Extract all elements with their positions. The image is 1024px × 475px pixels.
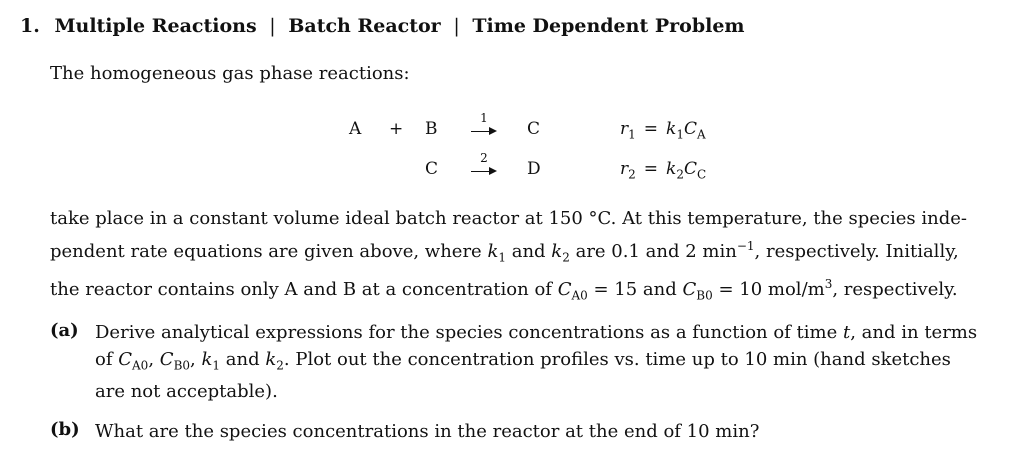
reaction2-arrow-label: 2	[480, 151, 488, 165]
heading-separator: |	[269, 15, 276, 37]
arrow-shaft	[471, 131, 491, 132]
reaction1-arrow-label: 1	[480, 111, 488, 125]
question-line: of $C_{A0}$, $C_{B0}$, $k_1$ and $k_2$. Plot out the concentration profiles vs. time up to 10 min (hand sketches	[95, 348, 951, 373]
arrow-head-icon	[489, 127, 497, 135]
heading-topic-multiple-reactions: Multiple Reactions	[54, 15, 257, 37]
arrow-head-icon	[489, 167, 497, 175]
question-a-label: (a)	[50, 320, 79, 341]
reaction1-plus: +	[389, 119, 404, 139]
statement-line: the reactor contains only A and B at a concentration of $C_{A0} = 15$ and $C_{B0} = 10$ mol/$m^3$, respectively.	[50, 276, 958, 303]
question-line: Derive analytical expressions for the species concentrations as a function of time t, and in terms	[95, 322, 978, 343]
arrow-shaft	[471, 171, 491, 172]
question-b-label: (b)	[50, 419, 80, 440]
reaction2-arrow	[471, 151, 497, 181]
intro-text: The homogeneous gas phase reactions:	[50, 63, 410, 84]
problem-statement	[50, 206, 990, 309]
heading-topic-time-dependent: Time Dependent Problem	[472, 15, 745, 37]
heading-topic-batch-reactor: Batch Reactor	[288, 15, 441, 37]
statement-line: take place in a constant volume ideal batch reactor at 150 °C. At this temperature, the species inde-	[50, 208, 967, 229]
reaction1-reactant-a: A	[349, 119, 362, 139]
reaction2-reactant-c: C	[425, 159, 439, 179]
problem-heading	[20, 15, 745, 37]
reaction2-rate-equation: $r_2 = k_2C_C$	[620, 159, 707, 182]
reaction1-rate-equation: $r_1 = k_1C_A$	[620, 119, 706, 142]
reaction1-product: C	[527, 119, 541, 139]
statement-line: pendent rate equations are given above, where $k_1$ and $k_2$ are 0.1 and 2 $\min^{-1}$, respectively. Initially,	[50, 238, 959, 265]
question-line: are not acceptable).	[95, 380, 278, 402]
problem-number: 1.	[20, 15, 40, 37]
question-b-text: What are the species concentrations in the reactor at the end of 10 min?	[95, 421, 760, 442]
reaction2-product: D	[527, 159, 541, 179]
reaction1-reactant-b: B	[425, 119, 438, 139]
question-a-text	[95, 320, 995, 405]
reaction1-arrow	[471, 111, 497, 141]
heading-separator: |	[453, 15, 460, 37]
